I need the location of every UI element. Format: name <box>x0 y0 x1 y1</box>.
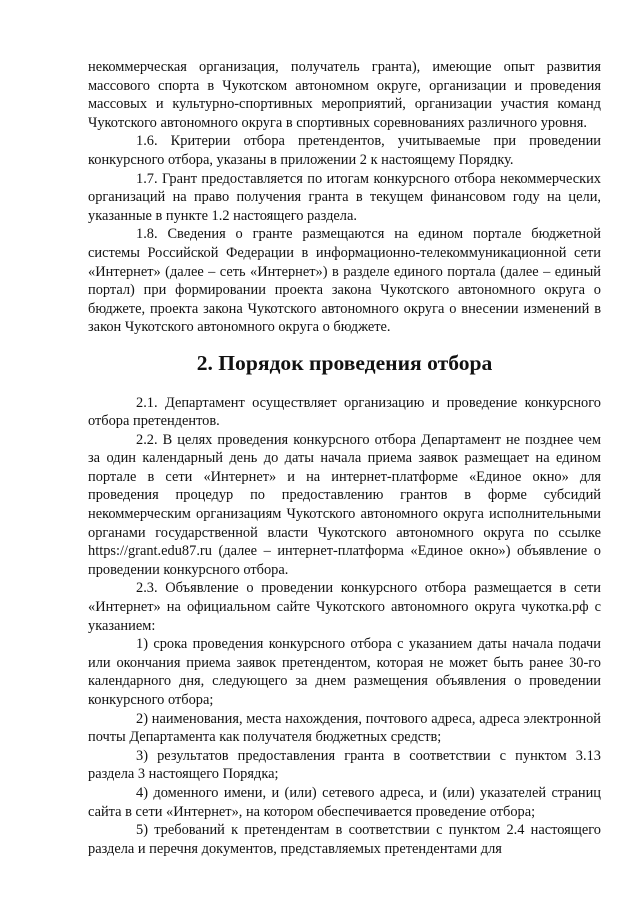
list-item-3: 3) результатов предоставления гранта в соответствии с пунктом 3.13 раздела 3 настоящего Порядка; <box>88 747 601 783</box>
list-item-1: 1) срока проведения конкурсного отбора с указанием даты начала подачи или окончания приема заявок претендентом, которая не может быть ранее 30-го календарного дня, следующего за днем размещения объявления о проведении конкурсного отбора; <box>88 636 601 708</box>
paragraph-2-1: 2.1. Департамент осуществляет организацию и проведение конкурсного отбора претендентов. <box>88 394 601 430</box>
paragraph-1-6: 1.6. Критерии отбора претендентов, учитываемые при проведении конкурсного отбора, указаны в приложении 2 к настоящему Порядку. <box>88 133 601 168</box>
paragraph-2-3: 2.3. Объявление о проведении конкурсного отбора размещается в сети «Интернет» на официальном сайте Чукотского автономного округа чукотка.рф с указанием: <box>88 580 601 634</box>
document-page <box>88 58 601 858</box>
paragraph-2-2: 2.2. В целях проведения конкурсного отбора Департамент не позднее чем за один календарный день до даты начала приема заявок размещает на едином портале в сети «Интернет» и на интернет-платформе «Единое окно» для проведения процедур по предоставлению грантов в форме субсидий некоммерческим организациям Чукотского автономного округа исполнительными органами государственной власти Чукотского автономного округа по ссылке https://grant.edu87.ru (далее – интернет-платформа «Единое окно») объявление о проведении конкурсного отбора. <box>88 431 601 578</box>
list-item-5: 5) требований к претендентам в соответствии с пунктом 2.4 настоящего раздела и перечня документов, представляемых претендентами для <box>88 822 601 857</box>
section-heading: 2. Порядок проведения отбора <box>196 350 493 375</box>
paragraph-intro-continuation: некоммерческая организация, получатель гранта), имеющие опыт развития массового спорта в Чукотском автономном округе, организации и проведения массовых и культурно-спортивных мероприятий, организации участия команд Чукотского автономного округа в спортивных соревнованиях различного уровня. <box>88 59 601 131</box>
list-item-2: 2) наименования, места нахождения, почтового адреса, адреса электронной почты Департамента как получателя бюджетных средств; <box>88 710 601 746</box>
list-item-4: 4) доменного имени, и (или) сетевого адреса, и (или) указателей страниц сайта в сети «Интернет», на котором обеспечивается проведение отбора; <box>88 784 601 820</box>
paragraph-1-8: 1.8. Сведения о гранте размещаются на едином портале бюджетной системы Российской Федерации в информационно-телекоммуникационной сети «Интернет» (далее – сеть «Интернет») в разделе единого портала (далее – единый портал) при формировании проекта закона Чукотского автономного округа о бюджете, проекта закона Чукотского автономного округа о внесении изменений в закон Чукотского автономного округа о бюджете. <box>88 226 601 336</box>
paragraph-1-7: 1.7. Грант предоставляется по итогам конкурсного отбора некоммерческих организаций на право получения гранта в текущем финансовом году на цели, указанные в пункте 1.2 настоящего раздела. <box>88 170 601 224</box>
